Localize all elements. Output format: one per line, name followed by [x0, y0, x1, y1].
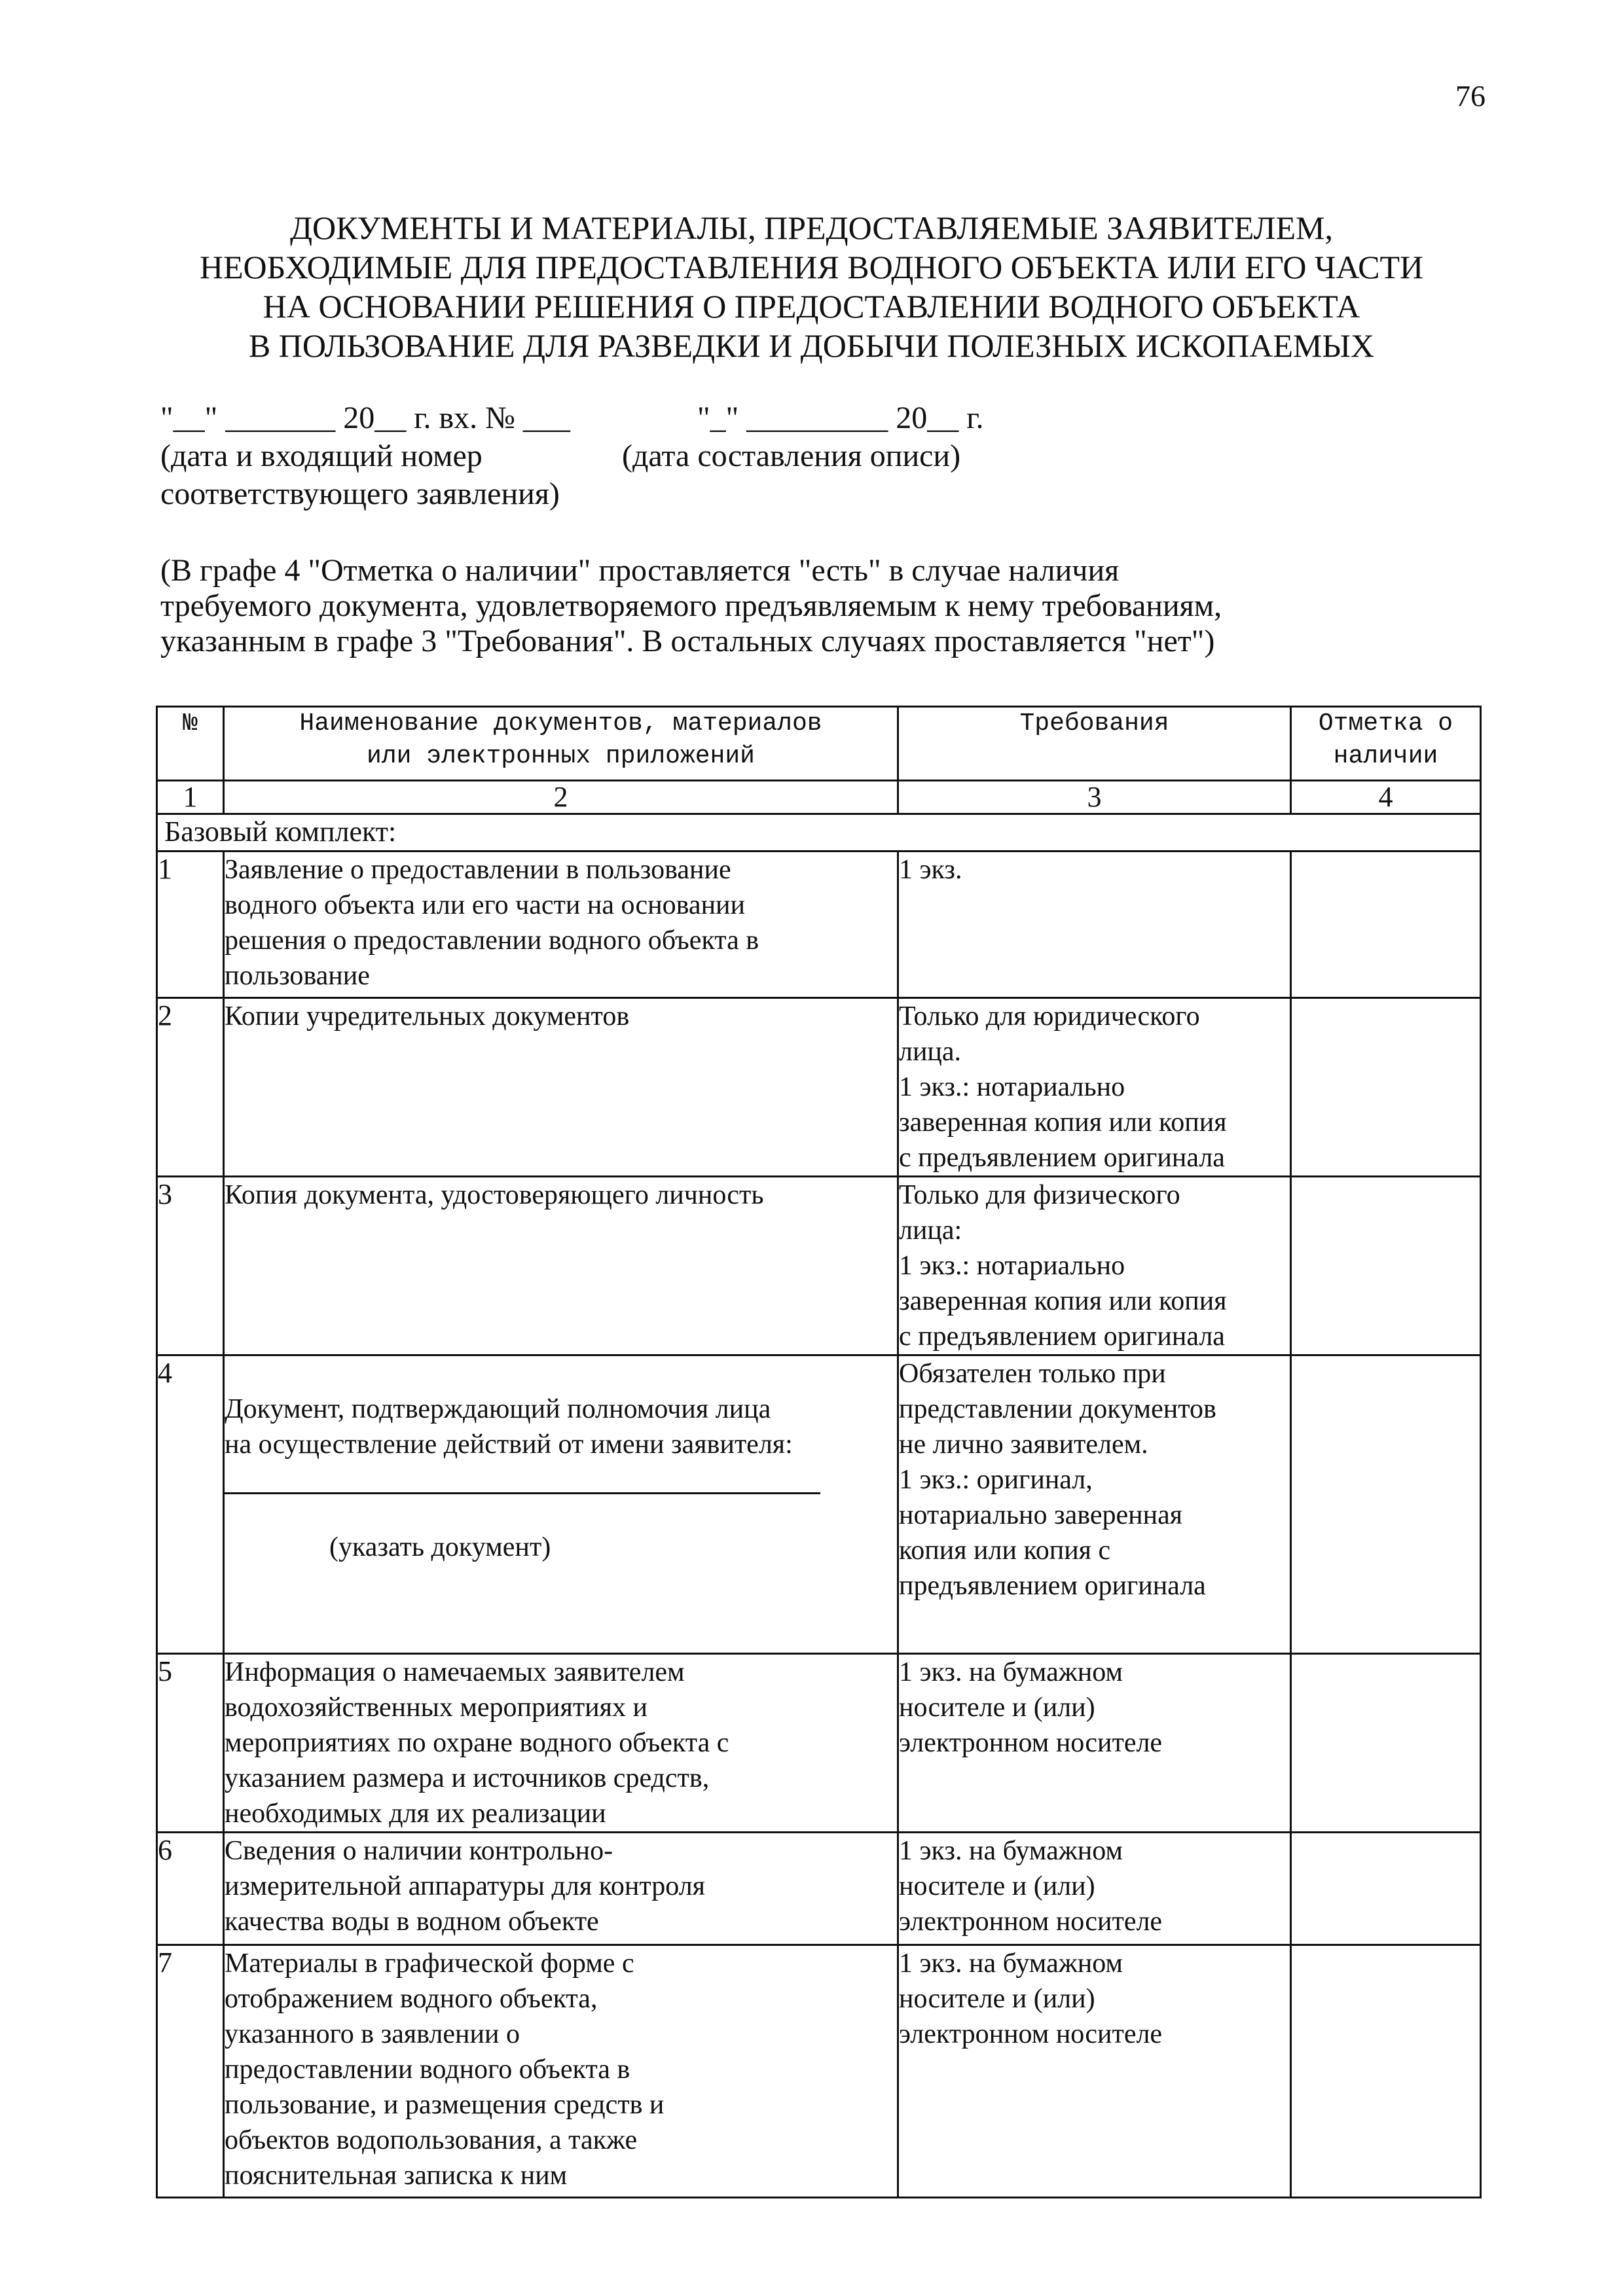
- incoming-date-caption-cont: соответствующего заявления): [160, 476, 560, 511]
- column-number: 1: [157, 781, 224, 814]
- page-number: 76: [1455, 79, 1486, 113]
- document-title: [164, 208, 1459, 365]
- row-availability-mark[interactable]: [1291, 1355, 1481, 1654]
- row-number: 4: [157, 1355, 224, 1654]
- row-requirements: 1 экз. на бумажном носителе и (или) электронном носителе: [898, 1833, 1291, 1945]
- incoming-date-field: "__" _______ 20__ г. вх. № ___: [160, 401, 570, 435]
- document-blank-caption: (указать документ): [329, 1532, 551, 1562]
- row-availability-mark[interactable]: [1291, 1654, 1481, 1833]
- row-requirements: Обязателен только при представлении документов не лично заявителем. 1 экз.: оригинал, нотариально заверенная копия или копия с предъявлением оригинала: [898, 1355, 1291, 1654]
- row-document-name: Копия документа, удостоверяющего личность: [224, 1177, 898, 1355]
- document-blank-line: [225, 1466, 820, 1494]
- documents-table: [156, 706, 1482, 2198]
- table-row: [157, 998, 1481, 1177]
- incoming-date-caption: (дата и входящий номер: [160, 439, 483, 473]
- row-requirements: 1 экз. на бумажном носителе и (или) электронном носителе: [898, 1945, 1291, 2198]
- row-availability-mark[interactable]: [1291, 852, 1481, 998]
- section-label: Базовый комплект:: [157, 814, 1481, 852]
- note-line: (В графе 4 "Отметка о наличии" проставляется "есть" в случае наличия: [160, 553, 1120, 588]
- row-number: 5: [157, 1654, 224, 1833]
- table-row: [157, 1177, 1481, 1355]
- column-number: 2: [224, 781, 898, 814]
- title-line: В ПОЛЬЗОВАНИЕ ДЛЯ РАЗВЕДКИ И ДОБЫЧИ ПОЛЕЗНЫХ ИСКОПАЕМЫХ: [248, 327, 1375, 364]
- table-row: [157, 852, 1481, 998]
- column-number: 4: [1291, 781, 1481, 814]
- header-number: №: [157, 707, 224, 781]
- column-number: 3: [898, 781, 1291, 814]
- row-requirements: 1 экз.: [898, 852, 1291, 998]
- row-number: 3: [157, 1177, 224, 1355]
- row-requirements: Только для юридического лица. 1 экз.: нотариально заверенная копия или копия с предъявлением оригинала: [898, 998, 1291, 1177]
- table-row: [157, 1355, 1481, 1654]
- table-row: [157, 1833, 1481, 1945]
- title-line: ДОКУМЕНТЫ И МАТЕРИАЛЫ, ПРЕДОСТАВЛЯЕМЫЕ ЗАЯВИТЕЛЕМ,: [289, 209, 1334, 246]
- row-number: 2: [157, 998, 224, 1177]
- note-line: указанным в графе 3 "Требования". В остальных случаях проставляется "нет"): [160, 624, 1215, 658]
- row-availability-mark[interactable]: [1291, 998, 1481, 1177]
- table-row: [157, 1945, 1481, 2198]
- inventory-date-caption: (дата составления описи): [622, 439, 961, 473]
- row-availability-mark[interactable]: [1291, 1833, 1481, 1945]
- header-document-name: Наименование документов, материалов или электронных приложений: [224, 707, 898, 781]
- header-requirements: Требования: [898, 707, 1291, 781]
- row-document-name: [224, 1355, 898, 1654]
- row-document-name: Копии учредительных документов: [224, 998, 898, 1177]
- row-number: 7: [157, 1945, 224, 2198]
- instruction-note: [160, 553, 1472, 659]
- row-requirements: Только для физического лица: 1 экз.: нотариально заверенная копия или копия с предъявлением оригинала: [898, 1177, 1291, 1355]
- table-header-row: [157, 707, 1481, 781]
- row-requirements: 1 экз. на бумажном носителе и (или) электронном носителе: [898, 1654, 1291, 1833]
- row-availability-mark[interactable]: [1291, 1945, 1481, 2198]
- row-document-name: Материалы в графической форме с отображением водного объекта, указанного в заявлении о предоставлении водного объекта в пользование, и размещения средств и объектов водопользования, а также пояснительная записка к ним: [224, 1945, 898, 2198]
- row-document-name: Сведения о наличии контрольно- измерительной аппаратуры для контроля качества воды в водном объекте: [224, 1833, 898, 1945]
- row-document-name: Информация о намечаемых заявителем водохозяйственных мероприятиях и мероприятиях по охране водного объекта с указанием размера и источников средств, необходимых для их реализации: [224, 1654, 898, 1833]
- header-availability-mark: Отметка о наличии: [1291, 707, 1481, 781]
- section-row: [157, 814, 1481, 852]
- row-document-name: Заявление о предоставлении в пользование водного объекта или его части на основании решения о предоставлении водного объекта в пользование: [224, 852, 898, 998]
- row-number: 6: [157, 1833, 224, 1945]
- title-line: НЕОБХОДИМЫЕ ДЛЯ ПРЕДОСТАВЛЕНИЯ ВОДНОГО ОБЪЕКТА ИЛИ ЕГО ЧАСТИ: [199, 249, 1424, 285]
- title-line: НА ОСНОВАНИИ РЕШЕНИЯ О ПРЕДОСТАВЛЕНИИ ВОДНОГО ОБЪЕКТА: [263, 288, 1360, 325]
- column-number-row: [157, 781, 1481, 814]
- row-number: 1: [157, 852, 224, 998]
- row-availability-mark[interactable]: [1291, 1177, 1481, 1355]
- note-line: требуемого документа, удовлетворяемого предъявляемым к нему требованиям,: [160, 588, 1222, 623]
- row-document-name-text: Документ, подтверждающий полномочия лица на осуществление действий от имени заявителя:: [225, 1394, 793, 1460]
- inventory-date-field: "_" _________ 20__ г.: [697, 401, 984, 435]
- table-row: [157, 1654, 1481, 1833]
